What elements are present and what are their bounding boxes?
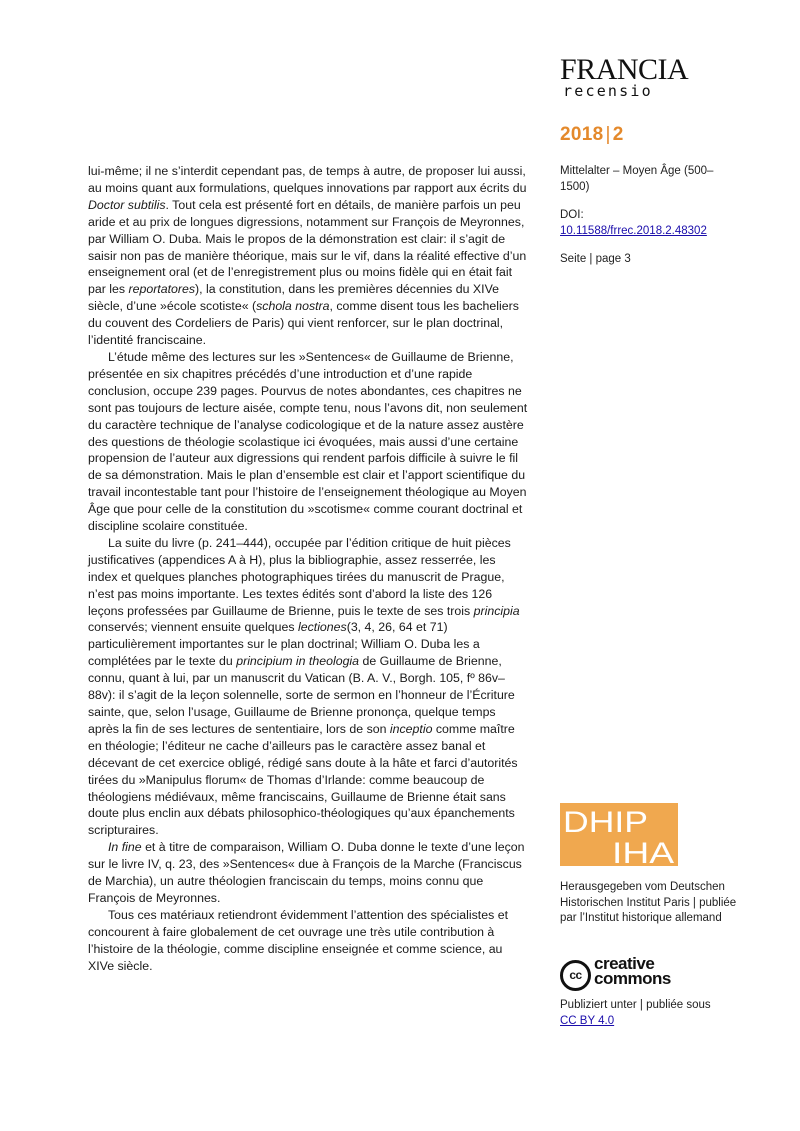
italic-text: In fine	[108, 840, 142, 855]
cc-wordmark-line1: creative	[594, 954, 655, 973]
logo-title: FRANCIA	[560, 53, 689, 86]
doi-label: DOI:	[560, 209, 584, 221]
text-run: (3, 4, 26, 64 et 71) particulièrement importantes sur le plan doctrinal; William O. Duba les a complétées par le texte du	[88, 620, 480, 669]
text-run: . Tout cela est présenté fort en détails, de manière parfois un peu aride et au prix de longues digressions, notamment sur François de Meyronnes, par William O. Duba. Mais le propos de la démonstration est clair: il s’agit de saisir non pas de manière théorique, mais sur le vif, dans la réalité effective d’un enseignement oral (et de l’enregistrement plus ou moins fidèle qui en était fait par les	[88, 197, 527, 297]
publisher-note: Herausgegeben vom Deutschen Historischen Institut Paris | publiée par l’Institut historique allemand	[560, 881, 737, 925]
review-body	[88, 163, 528, 975]
license-text: Publiziert unter | publiée sous	[560, 999, 711, 1011]
creative-commons-logo	[560, 956, 690, 990]
logo-subtitle: recensio	[563, 82, 653, 100]
italic-text: lectiones	[297, 620, 347, 635]
text-run: La suite du livre (p. 241–444), occupée par l’édition critique de huit pièces justificatives (appendices A à H), plus la bibliographie, assez resserrée, les index et quelques planches photographiques tirées du manuscrit de Prague, n’est pas moins importante. Les textes édités sont d’abord la liste des 126 leçons professées par Guillaume de Brienne, puis le texte de ses trois	[88, 535, 511, 618]
italic-text: inceptio	[389, 721, 433, 736]
cc-wordmark-line2: commons	[594, 969, 671, 988]
text-run: , comme disent tous les bacheliers du couvent des Cordeliers de Paris) qui vient renforcer, sur le plan doctrinal, l’identité franciscaine.	[88, 299, 519, 348]
license-note	[560, 998, 750, 1029]
cc-wordmark	[594, 956, 671, 986]
cc-icon: cc	[560, 960, 591, 991]
body-paragraph	[88, 163, 528, 349]
period: Mittelalter – Moyen Âge (500–1500)	[560, 165, 714, 193]
issue-number: 2018 | 2	[560, 124, 624, 145]
article-meta	[560, 163, 740, 279]
text-run: et à titre de comparaison, William O. Duba donne le texte d’une leçon sur le livre IV, q. 23, des »Sentences« due à François de la Marche (Franciscus de Marchia), un autre théologien franciscain du temps, moins connu que François de Meyronnes.	[88, 840, 525, 905]
dhip-iha-logo	[560, 803, 678, 866]
text-run: ), la constitution, dans les premières décennies du XIVe siècle, d’une »école scotiste« (	[88, 282, 500, 314]
body-paragraph	[88, 535, 528, 839]
issue-no: 2	[612, 124, 624, 145]
issue-year: 2018	[560, 124, 604, 145]
license-link[interactable]: CC BY 4.0	[560, 1014, 615, 1027]
dhip-logo-bottom: IHA	[612, 837, 674, 866]
text-run: de Guillaume de Brienne, connu, quant à lui, par un manuscrit du Vatican (B. A. V., Borgh. 105, fº 86v–88v): il s’agit de la leçon solennelle, sorte de sermon en l’honneur de l’Écriture sainte, que, selon l’usage, Guillaume de Brienne prononça, quelque temps après la fin de ses lectures de sententiaire, lors de son	[88, 654, 515, 736]
text-run: lui-même; il ne s’interdit cependant pas, de temps à autre, de proposer lui aussi, au moins quant aux formulations, quelques innovations par rapport aux écrits du	[88, 164, 527, 195]
doi-link[interactable]: 10.11588/frrec.2018.2.48302	[560, 225, 707, 237]
text-run: L’étude même des lectures sur les »Sentences« de Guillaume de Brienne, présentée en six chapitres précédés d’une introduction et d’une rapide conclusion, occupe 239 pages. Pourvus de notes abondantes, ces chapitres ne sont pas toujours de lecture aisée, compte tenu, nous l’avons dit, non seulement du caractère technique de l’analyse codicologique et de la nature assez austère des questions de théologie scolastique ici évoquées, mais aussi d’une certaine propension de l’auteur aux digressions qui rendent parfois difficile à suivre le fil de sa démonstration. Mais le plan d’ensemble est clair et l’apport scientifique du travail incontestable tant pour l’histoire de l’enseignement théologique au Moyen Âge que pour celle de la constitution du »scotisme« comme courant doctrinal et discipline scolaire constituée.	[88, 349, 528, 534]
doi-block	[560, 207, 740, 239]
page-label: Seite | page 3	[560, 253, 631, 265]
italic-text: reportatores	[128, 282, 196, 297]
italic-text: Doctor subtilis	[88, 197, 166, 212]
francia-recensio-logo	[558, 53, 718, 102]
italic-text: principium in theologia	[236, 654, 360, 669]
text-run: Tous ces matériaux retiendront évidemment l’attention des spécialistes et concourent à faire globalement de cet ouvrage une très utile contribution à l’histoire de la théologie, comme discipline enseignée et comme science, au XIVe siècle.	[88, 907, 509, 973]
text-run: comme maître en théologie; l’éditeur ne cache d’ailleurs pas le caractère assez banal et décevant de cet exercice obligé, rédigé sans doute à la hâte et farci d’autorités tirées du »Manipulus florum« de Thomas d’Irlande: comme beaucoup de théologiens médiévaux, même franciscains, Guillaume de Brienne était sans doute plus enclin aux débats philosophico-théologiques qu’aux épanchements scripturaires.	[88, 721, 518, 838]
body-paragraph	[88, 349, 528, 535]
italic-text: schola nostra	[256, 299, 330, 314]
body-paragraph	[88, 907, 528, 975]
text-run: conservés; viennent ensuite quelques	[88, 620, 298, 635]
italic-text: principia	[473, 603, 520, 618]
dhip-logo-top: DHIP	[563, 806, 648, 839]
body-paragraph	[88, 839, 528, 907]
